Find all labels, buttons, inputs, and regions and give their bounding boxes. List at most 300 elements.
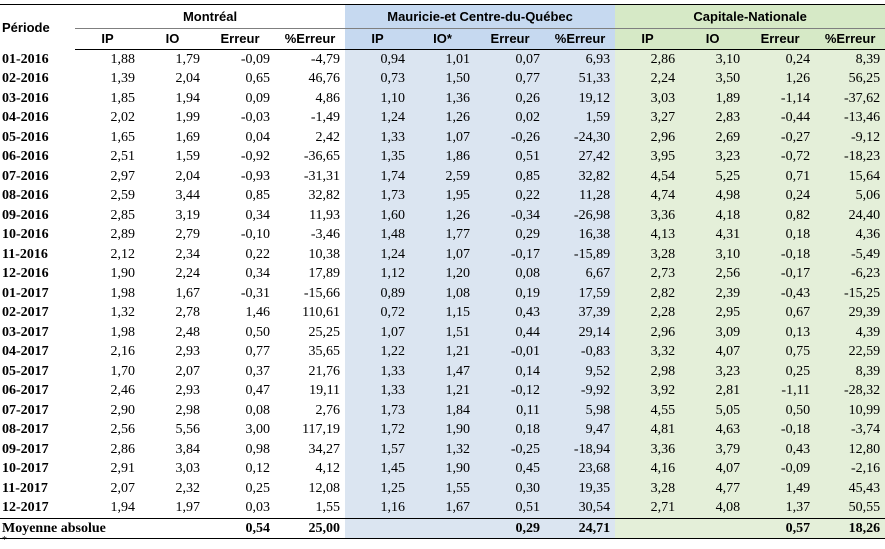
value-cell: 15,64 (815, 167, 885, 187)
value-cell: 0,11 (475, 401, 545, 421)
value-cell: 1,90 (410, 420, 475, 440)
value-cell: 0,13 (745, 323, 815, 343)
value-cell: 1,57 (345, 440, 410, 460)
value-cell: 21,76 (308, 363, 341, 379)
value-cell: 0,43 (475, 303, 545, 323)
value-cell: 2,56 (110, 422, 135, 438)
col-header: %Erreur (815, 29, 885, 50)
value-cell: 1,21 (410, 381, 475, 401)
value-cell: 51,33 (545, 69, 615, 89)
value-cell: 3,79 (680, 440, 745, 460)
value-cell: -0,31 (240, 285, 270, 301)
value-cell: 37,39 (545, 303, 615, 323)
value-cell: 0,29 (475, 225, 545, 245)
value-cell: 1,77 (410, 225, 475, 245)
value-cell: -1,11 (745, 381, 815, 401)
value-cell: 0,47 (245, 383, 270, 399)
value-cell: 0,77 (245, 344, 270, 360)
value-cell: 2,89 (110, 227, 135, 243)
value-cell: 1,24 (345, 108, 410, 128)
period-cell: 07-2017 (2, 402, 49, 418)
value-cell: 3,95 (615, 147, 680, 167)
table-row (0, 420, 885, 440)
value-cell: -0,34 (475, 206, 545, 226)
period-cell: 04-2016 (2, 110, 49, 126)
value-cell: -3,74 (815, 420, 885, 440)
value-cell: 1,85 (110, 90, 135, 106)
value-cell: -0,44 (745, 108, 815, 128)
value-cell: 0,18 (745, 225, 815, 245)
value-cell: -4,79 (310, 51, 341, 67)
value-cell: 1,84 (410, 401, 475, 421)
value-cell: 5,05 (680, 401, 745, 421)
value-cell: 1,51 (410, 323, 475, 343)
value-cell: 1,86 (410, 147, 475, 167)
period-cell: 06-2016 (2, 149, 49, 165)
period-cell: 01-2016 (2, 51, 49, 67)
value-cell: 1,16 (345, 498, 410, 518)
average-label: Moyenne absolue (0, 518, 75, 539)
value-cell: -0,27 (745, 128, 815, 148)
period-cell: 05-2017 (2, 363, 49, 379)
table-row (0, 440, 885, 460)
value-cell: 4,12 (315, 461, 341, 477)
value-cell: 1,60 (345, 206, 410, 226)
table-row (0, 342, 885, 362)
value-cell: 1,26 (410, 206, 475, 226)
value-cell: 0,34 (245, 266, 270, 282)
value-cell: 1,36 (410, 89, 475, 109)
value-cell: 1,67 (410, 498, 475, 518)
col-header: %Erreur (545, 29, 615, 50)
value-cell: 1,98 (110, 324, 135, 340)
value-cell: 0,43 (745, 440, 815, 460)
period-cell: 04-2017 (2, 344, 49, 360)
value-cell: 3,36 (615, 440, 680, 460)
value-cell: -15,66 (303, 285, 341, 301)
value-cell: 3,23 (680, 362, 745, 382)
value-cell: 1,70 (110, 363, 135, 379)
value-cell: -6,23 (815, 264, 885, 284)
value-cell: 0,67 (745, 303, 815, 323)
value-cell: 0,72 (345, 303, 410, 323)
value-cell: 3,03 (175, 461, 200, 477)
value-cell: 3,27 (615, 108, 680, 128)
table-row (0, 225, 885, 245)
value-cell: 2,56 (680, 264, 745, 284)
col-header: %Erreur (275, 29, 345, 50)
value-cell: 1,33 (345, 128, 410, 148)
value-cell: 0,51 (475, 498, 545, 518)
value-cell: 1,39 (110, 71, 135, 87)
value-cell: 5,06 (815, 186, 885, 206)
value-cell: 4,07 (680, 459, 745, 479)
value-cell: 12,08 (308, 480, 341, 496)
value-cell: 4,77 (680, 479, 745, 499)
value-cell: 12,80 (815, 440, 885, 460)
value-cell: 2,95 (680, 303, 745, 323)
value-cell: 0,25 (745, 362, 815, 382)
value-cell: 2,48 (175, 324, 200, 340)
value-cell: 1,74 (345, 167, 410, 187)
value-cell: 1,24 (345, 245, 410, 265)
value-cell: 1,49 (745, 479, 815, 499)
sub-header-row (0, 29, 885, 50)
value-cell: 1,65 (110, 129, 135, 145)
value-cell: 0,50 (245, 324, 270, 340)
group-header-row (0, 5, 885, 29)
value-cell: -37,62 (815, 89, 885, 109)
value-cell: 29,14 (545, 323, 615, 343)
value-cell: 4,39 (815, 323, 885, 343)
value-cell: 4,08 (680, 498, 745, 518)
value-cell: 4,36 (815, 225, 885, 245)
value-cell: 1,95 (410, 186, 475, 206)
value-cell: 22,59 (815, 342, 885, 362)
value-cell: 0,30 (475, 479, 545, 499)
value-cell: 6,67 (545, 264, 615, 284)
value-cell: 0,18 (475, 420, 545, 440)
table-row (0, 108, 885, 128)
value-cell: 2,39 (680, 284, 745, 304)
value-cell: 4,98 (680, 186, 745, 206)
value-cell: 0,75 (745, 342, 815, 362)
value-cell: -1,14 (745, 89, 815, 109)
value-cell: 2,24 (175, 266, 200, 282)
value-cell: -18,23 (815, 147, 885, 167)
value-cell: 3,00 (245, 422, 270, 438)
value-cell: 46,76 (308, 71, 341, 87)
value-cell: 3,19 (175, 207, 200, 223)
value-cell: 1,48 (345, 225, 410, 245)
value-cell: 56,25 (815, 69, 885, 89)
table-row (0, 89, 885, 109)
value-cell: 0,71 (745, 167, 815, 187)
value-cell: 0,34 (245, 207, 270, 223)
value-cell: 0,07 (475, 49, 545, 69)
value-cell: 2,81 (680, 381, 745, 401)
value-cell: 3,23 (680, 147, 745, 167)
value-cell: -26,98 (545, 206, 615, 226)
col-header: IP (75, 29, 140, 50)
value-cell: 50,55 (815, 498, 885, 518)
col-header: IP (345, 29, 410, 50)
value-cell: -3,46 (310, 227, 341, 243)
value-cell: 2,86 (110, 441, 135, 457)
value-cell: 1,26 (745, 69, 815, 89)
value-cell: 19,35 (545, 479, 615, 499)
value-cell: 30,54 (545, 498, 615, 518)
value-cell: 1,98 (110, 285, 135, 301)
value-cell: 2,79 (175, 227, 200, 243)
period-cell: 10-2016 (2, 227, 49, 243)
value-cell: 1,97 (175, 500, 200, 516)
value-cell: 0,08 (475, 264, 545, 284)
col-header: Erreur (205, 29, 275, 50)
table-row (0, 479, 885, 499)
value-cell: -28,32 (815, 381, 885, 401)
value-cell: 5,56 (175, 422, 200, 438)
value-cell: -0,17 (475, 245, 545, 265)
value-cell: -24,30 (545, 128, 615, 148)
value-cell: 4,81 (615, 420, 680, 440)
value-cell: 3,92 (615, 381, 680, 401)
value-cell: 1,90 (410, 459, 475, 479)
value-cell: 2,85 (110, 207, 135, 223)
value-cell: 4,74 (615, 186, 680, 206)
value-cell: 10,99 (815, 401, 885, 421)
value-cell: 0,19 (475, 284, 545, 304)
value-cell: 2,32 (175, 480, 200, 496)
value-cell: 0,24 (745, 186, 815, 206)
error-table (0, 4, 885, 539)
value-cell: 1,59 (545, 108, 615, 128)
table-row (0, 498, 885, 518)
value-cell: 1,12 (345, 264, 410, 284)
value-cell: 1,94 (175, 90, 200, 106)
value-cell: 1,35 (345, 147, 410, 167)
value-cell: 0,08 (245, 402, 270, 418)
value-cell: 117,19 (302, 422, 341, 438)
value-cell: 0,73 (345, 69, 410, 89)
period-cell: 06-2017 (2, 383, 49, 399)
value-cell: 0,98 (245, 441, 270, 457)
value-cell: 19,12 (545, 89, 615, 109)
value-cell: 2,82 (615, 284, 680, 304)
value-cell: 2,69 (680, 128, 745, 148)
period-cell: 02-2016 (2, 71, 49, 87)
value-cell: 0,04 (245, 129, 270, 145)
value-cell: -0,72 (745, 147, 815, 167)
value-cell: 17,59 (545, 284, 615, 304)
value-cell: -0,26 (475, 128, 545, 148)
value-cell: 4,31 (680, 225, 745, 245)
group-montreal: Montréal (75, 5, 345, 29)
col-header: IP (615, 29, 680, 50)
value-cell: 1,32 (110, 305, 135, 321)
group-mauricie: Mauricie-et Centre-du-Québec (345, 5, 615, 29)
period-cell: 03-2017 (2, 324, 49, 340)
value-cell: 11,93 (309, 207, 341, 223)
value-cell: -1,49 (310, 110, 341, 126)
value-cell: 9,47 (545, 420, 615, 440)
value-cell: 2,16 (110, 344, 135, 360)
value-cell: 0,24 (745, 49, 815, 69)
value-cell: -5,49 (815, 245, 885, 265)
value-cell: 8,39 (815, 49, 885, 69)
value-cell: 32,82 (545, 167, 615, 187)
value-cell: 0,51 (475, 147, 545, 167)
table-row (0, 264, 885, 284)
table-row (0, 381, 885, 401)
value-cell: 1,26 (410, 108, 475, 128)
avg-mauricie-err: 0,29 (475, 518, 545, 539)
value-cell: 2,42 (315, 129, 341, 145)
value-cell: 1,45 (345, 459, 410, 479)
value-cell: 2,28 (615, 303, 680, 323)
value-cell: 0,89 (345, 284, 410, 304)
col-header: IO* (410, 29, 475, 50)
group-capitale: Capitale-Nationale (615, 5, 885, 29)
table-row (0, 401, 885, 421)
value-cell: -0,43 (745, 284, 815, 304)
value-cell: 35,65 (308, 344, 341, 360)
value-cell: 2,91 (110, 461, 135, 477)
table-row (0, 49, 885, 69)
value-cell: 2,34 (175, 246, 200, 262)
value-cell: 0,25 (245, 480, 270, 496)
value-cell: 29,39 (815, 303, 885, 323)
table-row (0, 167, 885, 187)
footnote: * (2, 535, 7, 546)
value-cell: 2,83 (680, 108, 745, 128)
period-cell: 01-2017 (2, 285, 49, 301)
value-cell: -0,18 (745, 245, 815, 265)
value-cell: -0,09 (745, 459, 815, 479)
value-cell: 5,25 (680, 167, 745, 187)
value-cell: 1,55 (410, 479, 475, 499)
value-cell: 1,89 (680, 89, 745, 109)
table-row (0, 362, 885, 382)
value-cell: -0,09 (240, 51, 270, 67)
value-cell: 1,22 (345, 342, 410, 362)
value-cell: -9,12 (815, 128, 885, 148)
value-cell: 3,03 (615, 89, 680, 109)
value-cell: 2,76 (315, 402, 341, 418)
value-cell: 2,12 (110, 246, 135, 262)
value-cell: 1,69 (175, 129, 200, 145)
value-cell: -15,25 (815, 284, 885, 304)
value-cell: 110,61 (302, 305, 341, 321)
value-cell: 11,28 (545, 186, 615, 206)
value-cell: 1,25 (345, 479, 410, 499)
table-row (0, 459, 885, 479)
value-cell: 0,26 (475, 89, 545, 109)
value-cell: 16,38 (545, 225, 615, 245)
value-cell: 0,03 (245, 500, 270, 516)
period-cell: 05-2016 (2, 129, 49, 145)
value-cell: 3,09 (680, 323, 745, 343)
value-cell: 2,98 (175, 402, 200, 418)
value-cell: 1,21 (410, 342, 475, 362)
value-cell: 9,52 (545, 362, 615, 382)
value-cell: 0,44 (475, 323, 545, 343)
value-cell: 0,50 (745, 401, 815, 421)
value-cell: -0,93 (240, 168, 270, 184)
value-cell: 2,02 (110, 110, 135, 126)
value-cell: 4,54 (615, 167, 680, 187)
value-cell: 2,04 (175, 71, 200, 87)
value-cell: 4,13 (615, 225, 680, 245)
value-cell: 1,15 (410, 303, 475, 323)
value-cell: -18,94 (545, 440, 615, 460)
value-cell: 2,96 (615, 128, 680, 148)
value-cell: 3,10 (680, 49, 745, 69)
period-cell: 12-2017 (2, 500, 49, 516)
average-row (0, 518, 885, 539)
value-cell: 1,94 (110, 500, 135, 516)
value-cell: 1,08 (410, 284, 475, 304)
table-row (0, 186, 885, 206)
period-header: Période (0, 5, 75, 50)
value-cell: 1,72 (345, 420, 410, 440)
data-table-container (0, 4, 881, 539)
value-cell: 0,94 (345, 49, 410, 69)
value-cell: 1,01 (410, 49, 475, 69)
value-cell: 2,93 (175, 383, 200, 399)
value-cell: 2,86 (615, 49, 680, 69)
avg-montreal-pct: 25,00 (275, 518, 345, 539)
value-cell: 6,93 (545, 49, 615, 69)
period-cell: 11-2016 (2, 246, 48, 262)
col-header: IO (140, 29, 205, 50)
value-cell: 0,22 (475, 186, 545, 206)
value-cell: 1,07 (410, 245, 475, 265)
value-cell: 2,71 (615, 498, 680, 518)
value-cell: 4,07 (680, 342, 745, 362)
period-cell: 09-2016 (2, 207, 49, 223)
value-cell: 2,96 (615, 323, 680, 343)
value-cell: 2,07 (110, 480, 135, 496)
value-cell: 24,40 (815, 206, 885, 226)
period-cell: 08-2017 (2, 422, 49, 438)
value-cell: 2,51 (110, 149, 135, 165)
col-header: IO (680, 29, 745, 50)
value-cell: 1,07 (410, 128, 475, 148)
value-cell: -0,83 (545, 342, 615, 362)
value-cell: -9,92 (545, 381, 615, 401)
table-row (0, 206, 885, 226)
value-cell: 1,07 (345, 323, 410, 343)
value-cell: -0,12 (475, 381, 545, 401)
value-cell: 2,59 (110, 188, 135, 204)
value-cell: -0,92 (240, 149, 270, 165)
value-cell: 34,27 (308, 441, 341, 457)
col-header: Erreur (475, 29, 545, 50)
table-row (0, 284, 885, 304)
value-cell: 1,46 (245, 305, 270, 321)
value-cell: 2,90 (110, 402, 135, 418)
value-cell: 0,12 (245, 461, 270, 477)
value-cell: -0,03 (240, 110, 270, 126)
value-cell: 4,16 (615, 459, 680, 479)
value-cell: -36,65 (303, 149, 341, 165)
value-cell: 1,32 (410, 440, 475, 460)
value-cell: 3,50 (680, 69, 745, 89)
value-cell: 3,28 (615, 245, 680, 265)
value-cell: 1,33 (345, 381, 410, 401)
value-cell: 0,82 (745, 206, 815, 226)
avg-mauricie-pct: 24,71 (545, 518, 615, 539)
value-cell: 1,20 (410, 264, 475, 284)
value-cell: 1,90 (110, 266, 135, 282)
table-row (0, 323, 885, 343)
value-cell: 25,25 (308, 324, 341, 340)
value-cell: 2,24 (615, 69, 680, 89)
table-row (0, 69, 885, 89)
value-cell: 2,93 (175, 344, 200, 360)
value-cell: 1,67 (175, 285, 200, 301)
value-cell: 5,98 (545, 401, 615, 421)
value-cell: 0,14 (475, 362, 545, 382)
value-cell: 2,97 (110, 168, 135, 184)
value-cell: 2,78 (175, 305, 200, 321)
value-cell: 2,46 (110, 383, 135, 399)
period-cell: 09-2017 (2, 441, 49, 457)
value-cell: 1,50 (410, 69, 475, 89)
value-cell: 2,73 (615, 264, 680, 284)
avg-capitale-pct: 18,26 (815, 518, 885, 539)
